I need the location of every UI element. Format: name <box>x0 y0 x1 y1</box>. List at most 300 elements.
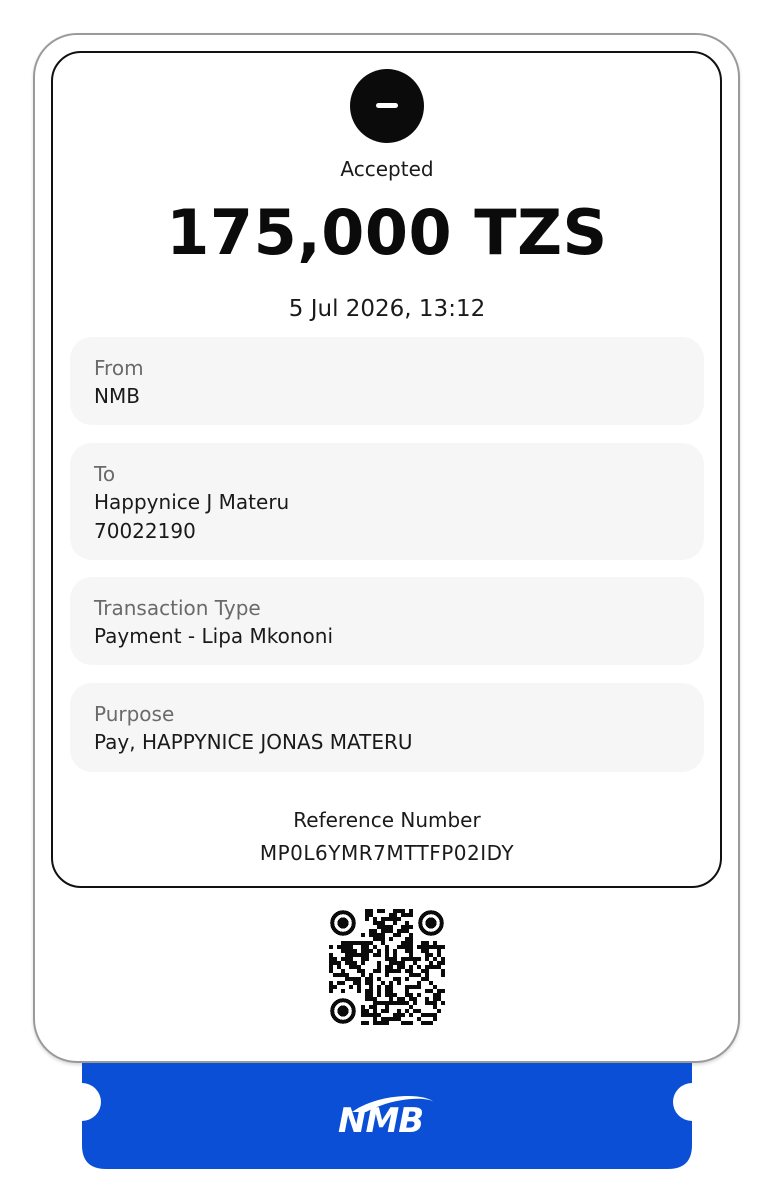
qr-module <box>369 1013 373 1017</box>
qr-module <box>365 945 369 949</box>
qr-module <box>413 961 417 965</box>
qr-module <box>381 925 385 929</box>
qr-module <box>377 921 381 925</box>
qr-module <box>437 949 441 953</box>
from-section <box>70 337 704 425</box>
qr-module <box>369 949 373 953</box>
reference-number-label: Reference Number <box>293 808 481 832</box>
qr-module <box>389 981 393 985</box>
qr-module <box>345 945 349 949</box>
qr-module <box>421 1013 425 1017</box>
qr-module <box>397 1013 401 1017</box>
transaction-datetime: 5 Jul 2026, 13:12 <box>288 296 486 322</box>
qr-module <box>373 933 377 937</box>
qr-module <box>397 997 401 1001</box>
qr-module <box>429 945 433 949</box>
qr-module <box>385 949 389 953</box>
qr-module <box>377 965 381 969</box>
qr-module <box>365 909 369 913</box>
qr-module <box>361 957 365 961</box>
qr-module <box>353 981 357 985</box>
qr-module <box>409 913 413 917</box>
purpose-label: Purpose <box>94 702 175 726</box>
qr-module <box>361 961 365 965</box>
qr-module <box>409 957 413 961</box>
qr-module <box>345 973 349 977</box>
qr-module <box>365 997 369 1001</box>
qr-module <box>369 973 373 977</box>
qr-module <box>409 1013 413 1017</box>
qr-module <box>333 957 337 961</box>
qr-module <box>389 913 393 917</box>
qr-module <box>377 909 381 913</box>
qr-module <box>417 993 421 997</box>
qr-module <box>409 1021 413 1025</box>
qr-module <box>381 937 385 941</box>
qr-module <box>429 1013 433 1017</box>
qr-module <box>413 973 417 977</box>
qr-module <box>373 1021 377 1025</box>
qr-module <box>373 1017 377 1021</box>
qr-module <box>437 989 441 993</box>
qr-module <box>329 965 333 969</box>
qr-module <box>365 993 369 997</box>
qr-module <box>337 945 341 949</box>
qr-module <box>373 1009 377 1013</box>
qr-module <box>393 961 397 965</box>
qr-module <box>393 909 397 913</box>
qr-module <box>397 977 401 981</box>
qr-module <box>421 977 425 981</box>
qr-module <box>413 957 417 961</box>
qr-module <box>357 969 361 973</box>
qr-module <box>329 989 333 993</box>
qr-module <box>425 1013 429 1017</box>
qr-module <box>381 1017 385 1021</box>
qr-module <box>357 977 361 981</box>
qr-module <box>409 1005 413 1009</box>
qr-module <box>425 997 429 1001</box>
qr-module <box>441 973 445 977</box>
qr-module <box>441 957 445 961</box>
qr-module <box>393 977 397 981</box>
qr-module <box>397 1009 401 1013</box>
qr-module <box>361 933 365 937</box>
qr-module <box>429 981 433 985</box>
qr-module <box>405 941 409 945</box>
qr-module <box>433 985 437 989</box>
qr-module <box>341 989 345 993</box>
qr-module <box>385 929 389 933</box>
qr-module <box>421 941 425 945</box>
qr-module <box>433 965 437 969</box>
qr-module <box>357 985 361 989</box>
qr-module <box>429 965 433 969</box>
qr-module <box>421 1021 425 1025</box>
qr-module <box>373 937 377 941</box>
transaction-type-value: Payment - Lipa Mkononi <box>94 624 334 648</box>
qr-module <box>377 969 381 973</box>
qr-module <box>401 941 405 945</box>
qr-module <box>369 913 373 917</box>
qr-finder-top-left <box>330 910 356 936</box>
qr-module <box>369 985 373 989</box>
qr-module <box>329 981 333 985</box>
qr-module <box>405 945 409 949</box>
qr-module <box>409 993 413 997</box>
qr-module <box>425 1001 429 1005</box>
qr-module <box>405 921 409 925</box>
qr-module <box>421 945 425 949</box>
qr-module <box>397 917 401 921</box>
qr-module <box>433 957 437 961</box>
qr-module <box>437 997 441 1001</box>
qr-module <box>369 933 373 937</box>
qr-module <box>425 989 429 993</box>
qr-module <box>381 1009 385 1013</box>
qr-module <box>365 1013 369 1017</box>
qr-module <box>401 945 405 949</box>
qr-module <box>385 993 389 997</box>
qr-module <box>401 961 405 965</box>
qr-module <box>385 989 389 993</box>
qr-module <box>389 997 393 1001</box>
qr-module <box>369 989 373 993</box>
qr-module <box>373 917 377 921</box>
qr-module <box>397 909 401 913</box>
qr-module <box>353 965 357 969</box>
qr-module <box>369 929 373 933</box>
qr-module <box>349 985 353 989</box>
qr-module <box>365 957 369 961</box>
qr-module <box>433 997 437 1001</box>
qr-module <box>333 985 337 989</box>
qr-module <box>393 913 397 917</box>
qr-module <box>381 933 385 937</box>
qr-module <box>333 973 337 977</box>
qr-module <box>365 913 369 917</box>
qr-module <box>397 981 401 985</box>
qr-module <box>373 945 377 949</box>
qr-module <box>413 985 417 989</box>
qr-module <box>357 941 361 945</box>
qr-module <box>429 1001 433 1005</box>
qr-module <box>353 961 357 965</box>
qr-module <box>389 1001 393 1005</box>
qr-module <box>389 937 393 941</box>
qr-module <box>341 981 345 985</box>
qr-module <box>441 945 445 949</box>
qr-module <box>397 965 401 969</box>
qr-module <box>393 953 397 957</box>
qr-module <box>437 993 441 997</box>
qr-module <box>441 961 445 965</box>
qr-module <box>377 949 381 953</box>
qr-module <box>405 969 409 973</box>
qr-module <box>401 913 405 917</box>
qr-module <box>409 969 413 973</box>
transaction-type-label: Transaction Type <box>94 596 261 620</box>
qr-module <box>385 985 389 989</box>
qr-module <box>417 981 421 985</box>
qr-module <box>409 965 413 969</box>
qr-module <box>437 961 441 965</box>
qr-module <box>385 957 389 961</box>
qr-module <box>389 969 393 973</box>
qr-module <box>385 969 389 973</box>
qr-module <box>377 993 381 997</box>
to-section <box>70 443 704 560</box>
qr-module <box>433 941 437 945</box>
qr-module <box>393 957 397 961</box>
qr-module <box>365 953 369 957</box>
qr-module <box>405 977 409 981</box>
qr-module <box>389 993 393 997</box>
qr-module <box>409 945 413 949</box>
qr-module <box>401 925 405 929</box>
qr-module <box>337 973 341 977</box>
qr-module <box>389 985 393 989</box>
qr-module <box>373 1013 377 1017</box>
qr-finder-bottom-left <box>330 998 356 1024</box>
qr-module <box>409 997 413 1001</box>
qr-module <box>365 977 369 981</box>
qr-module <box>405 993 409 997</box>
qr-module <box>349 977 353 981</box>
qr-module <box>385 953 389 957</box>
qr-module <box>405 925 409 929</box>
qr-module <box>409 937 413 941</box>
qr-module <box>377 985 381 989</box>
qr-module <box>393 921 397 925</box>
qr-module <box>425 973 429 977</box>
qr-module <box>409 985 413 989</box>
qr-module <box>409 941 413 945</box>
qr-module <box>405 949 409 953</box>
qr-module <box>381 929 385 933</box>
qr-module <box>385 945 389 949</box>
qr-module <box>369 941 373 945</box>
qr-module <box>345 977 349 981</box>
qr-module <box>361 973 365 977</box>
qr-module <box>401 929 405 933</box>
qr-module <box>393 993 397 997</box>
qr-module <box>401 1021 405 1025</box>
qr-module <box>417 1017 421 1021</box>
to-label: To <box>94 462 116 486</box>
status-label: Accepted <box>340 157 434 181</box>
qr-module <box>441 1001 445 1005</box>
qr-module <box>361 1021 365 1025</box>
qr-module <box>381 981 385 985</box>
qr-module <box>413 1001 417 1005</box>
qr-module <box>417 973 421 977</box>
qr-module <box>437 1009 441 1013</box>
to-number: 70022190 <box>94 519 196 543</box>
qr-module <box>393 933 397 937</box>
qr-module <box>365 1021 369 1025</box>
qr-module <box>341 949 345 953</box>
qr-module <box>389 925 393 929</box>
qr-module <box>437 953 441 957</box>
qr-module <box>393 969 397 973</box>
purpose-section <box>70 683 704 772</box>
qr-module <box>417 965 421 969</box>
qr-module <box>361 941 365 945</box>
qr-module <box>377 1013 381 1017</box>
qr-module <box>377 977 381 981</box>
qr-module <box>385 965 389 969</box>
qr-module <box>377 925 381 929</box>
qr-module <box>345 941 349 945</box>
qr-module <box>409 949 413 953</box>
qr-module <box>381 1001 385 1005</box>
qr-module <box>377 937 381 941</box>
reference-number-value: MP0L6YMR7MTTFP02IDY <box>259 841 515 865</box>
qr-module <box>385 1005 389 1009</box>
qr-module <box>389 961 393 965</box>
qr-module <box>381 917 385 921</box>
qr-module <box>389 957 393 961</box>
qr-module <box>417 985 421 989</box>
qr-module <box>361 1013 365 1017</box>
qr-module <box>341 941 345 945</box>
qr-module <box>341 969 345 973</box>
qr-module <box>417 945 421 949</box>
qr-module <box>337 965 341 969</box>
footer-brand-text: NMB <box>338 1101 424 1141</box>
qr-module <box>405 1021 409 1025</box>
transaction-amount: 175,000 TZS <box>166 196 608 269</box>
qr-module <box>365 981 369 985</box>
qr-module <box>377 933 381 937</box>
qr-module <box>425 945 429 949</box>
qr-module <box>369 981 373 985</box>
qr-module <box>381 941 385 945</box>
qr-module <box>365 989 369 993</box>
to-name: Happynice J Materu <box>94 490 290 514</box>
qr-module <box>353 949 357 953</box>
qr-module <box>381 921 385 925</box>
qr-module <box>365 1009 369 1013</box>
qr-module <box>389 917 393 921</box>
qr-module <box>393 1017 397 1021</box>
qr-module <box>425 949 429 953</box>
qr-module <box>409 933 413 937</box>
qr-module <box>425 969 429 973</box>
qr-module <box>409 909 413 913</box>
qr-module <box>429 961 433 965</box>
qr-module <box>405 989 409 993</box>
qr-module <box>397 969 401 973</box>
qr-module <box>329 961 333 965</box>
qr-module <box>361 953 365 957</box>
qr-module <box>349 965 353 969</box>
qr-module <box>329 945 333 949</box>
qr-module <box>341 973 345 977</box>
qr-module <box>437 965 441 969</box>
qr-module <box>409 925 413 929</box>
qr-module <box>377 1021 381 1025</box>
qr-module <box>401 909 405 913</box>
qr-module <box>405 929 409 933</box>
qr-module <box>329 985 333 989</box>
qr-module <box>373 997 377 1001</box>
qr-module <box>441 969 445 973</box>
qr-module <box>405 913 409 917</box>
qr-module <box>389 965 393 969</box>
qr-module <box>373 1001 377 1005</box>
qr-module <box>385 1021 389 1025</box>
qr-module <box>349 941 353 945</box>
qr-module <box>397 929 401 933</box>
qr-module <box>433 1017 437 1021</box>
qr-module <box>397 945 401 949</box>
qr-module <box>365 917 369 921</box>
qr-module <box>389 989 393 993</box>
qr-module <box>357 989 361 993</box>
qr-module <box>425 953 429 957</box>
qr-module <box>329 969 333 973</box>
qr-module <box>385 1001 389 1005</box>
qr-module <box>393 949 397 953</box>
qr-module <box>373 969 377 973</box>
qr-module <box>425 977 429 981</box>
qr-module <box>429 953 433 957</box>
qr-module <box>405 957 409 961</box>
qr-module <box>353 977 357 981</box>
qr-module <box>425 957 429 961</box>
from-value: NMB <box>94 384 140 408</box>
qr-module <box>385 1017 389 1021</box>
qr-module <box>357 953 361 957</box>
qr-module <box>345 949 349 953</box>
qr-module <box>345 961 349 965</box>
qr-module <box>357 981 361 985</box>
qr-module <box>409 973 413 977</box>
qr-module <box>329 953 333 957</box>
qr-module <box>373 921 377 925</box>
qr-module <box>425 941 429 945</box>
qr-module <box>369 993 373 997</box>
qr-module <box>413 1009 417 1013</box>
qr-module <box>405 1009 409 1013</box>
qr-finder-top-right <box>418 910 444 936</box>
qr-module <box>361 1009 365 1013</box>
qr-module <box>385 917 389 921</box>
qr-module <box>349 945 353 949</box>
qr-module <box>421 969 425 973</box>
qr-module <box>405 1001 409 1005</box>
qr-module <box>361 949 365 953</box>
qr-module <box>397 1001 401 1005</box>
qr-module <box>393 1001 397 1005</box>
qr-module <box>369 909 373 913</box>
qr-module <box>369 1005 373 1009</box>
qr-module <box>401 997 405 1001</box>
qr-module <box>393 917 397 921</box>
qr-module <box>425 965 429 969</box>
qr-module <box>401 965 405 969</box>
qr-module <box>433 945 437 949</box>
qr-module <box>373 1005 377 1009</box>
qr-module <box>333 961 337 965</box>
qr-module <box>349 961 353 965</box>
qr-module <box>405 985 409 989</box>
qr-module <box>401 1001 405 1005</box>
qr-module <box>401 957 405 961</box>
qr-module <box>441 989 445 993</box>
